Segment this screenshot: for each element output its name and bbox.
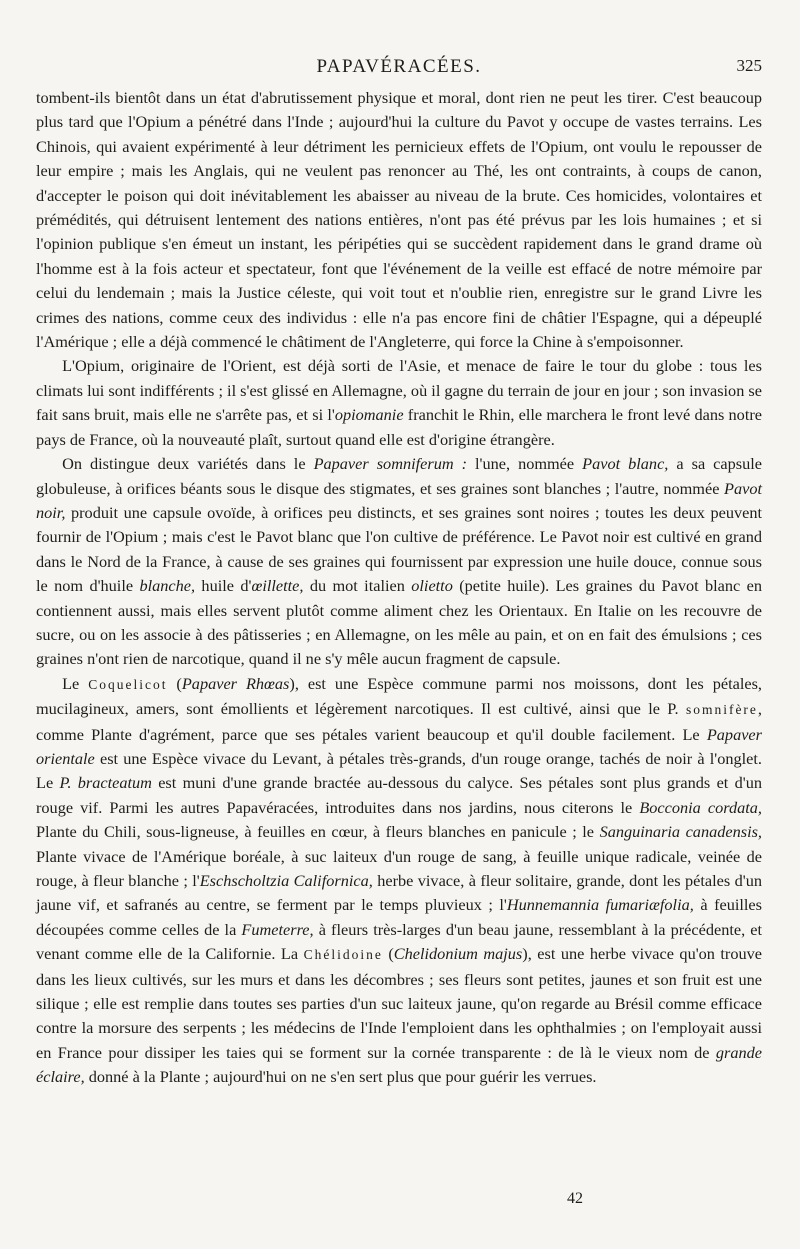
italic-term: Fumeterre, <box>241 919 314 939</box>
paragraph: tombent-ils bientôt dans un état d'abrutissement physique et moral, dont rien ne peut les tirer. C'est beaucoup plus tard que l'Opium a pénétré dans l'Inde ; aujourd'hui la culture du Pavot y occupe de vastes terrains. Les Chinois, qui avaient expérimenté à leur détriment les pernicieux effets de l'Opium, ont voulu le repousser de leur empire ; mais les Anglais, qui ne veulent pas renoncer au Thé, les ont contraints, à coups de canon, d'accepter le poison qui doit inévitablement les abaisser au niveau de la brute. Ces homicides, volontaires et prémédités, qui détruisent lentement des nations entières, n'ont pas été prévus par les lois humaines ; et si l'opinion publique s'en émeut un instant, les péripéties qui se succèdent rapidement dans le grand drame où l'homme est à la fois acteur et spectateur, font que l'événement de la veille est effacé de notre mémoire par celui du lendemain ; mais la Justice céleste, qui voit tout et n'oublie rien, enregistre sur le grand Livre les crimes des nations, comme ceux des individus : elle n'a pas encore fini de châtier l'Espagne, qui a dépeuplé l'Amérique ; elle a déjà commencé le châtiment de l'Angleterre, qui force la Chine à s'empoisonner. <box>36 88 762 352</box>
italic-term: Papaver orientale <box>36 724 762 768</box>
paragraph: On distingue deux variétés dans le Papaver somniferum : l'une, nommée Pavot blanc, a sa capsule globuleuse, à orifices béants sous le disque des stigmates, et ses graines sont blanches ; l'autre, nommée Pavot noir, produit une capsule ovoïde, à orifices peu distincts, et ses graines sont noires ; toutes les deux peuvent fournir de l'Opium ; mais c'est le Pavot blanc que l'on cultive de préférence. Le Pavot noir est cultivé en grand dans le Nord de la France, à cause de ses graines qui fournissent par expression une huile douce, connue sous le nom d'huile blanche, huile d'œillette, du mot italien olietto (petite huile). Les graines du Pavot blanc en contiennent aussi, mais elles servent plutôt comme aliment chez les Orientaux. En Italie on les recouvre de sucre, ou on les associe à des pâtisseries ; en Allemagne, on les mêle au pain, et on en fait des émulsions ; ces graines n'ont rien de narcotique, quand il ne s'y mêle aucun fragment de capsule. <box>36 454 762 669</box>
italic-term: Hunnemannia fumariæfolia, <box>506 895 694 915</box>
italic-term: œillette, <box>251 576 304 596</box>
italic-term: Papaver Rhœas <box>181 673 290 693</box>
paragraph: L'Opium, originaire de l'Orient, est déjà sorti de l'Asie, et menace de faire le tour du globe : tous les climats lui sont indifférents ; il s'est glissé en Allemagne, où il gagne du terrain de jour en jour ; son invasion se fait sans bruit, mais elle ne s'arrête pas, et si l'opiomanie franchit le Rhin, elle marchera le front levé dans notre pays de France, où la nouveauté plaît, surtout quand elle est d'origine étrangère. <box>36 356 762 449</box>
page-number: 325 <box>736 56 762 75</box>
italic-term: grande éclaire, <box>36 1042 762 1087</box>
italic-term: Eschscholtzia Californica, <box>199 871 373 890</box>
small-caps-term: somnifère <box>685 702 758 718</box>
italic-term: Papaver somniferum : <box>313 454 468 474</box>
paragraph: Le Coquelicot (Papaver Rhœas), est une Espèce commune parmi nos moissons, dont les pétales, mucilagineux, amers, sont émollients et légèrement narcotiques. Il est cultivé, ainsi que le P. somnifère, comme Plante d'agrément, parce que ses pétales varient beaucoup et qu'il double facilement. Le Papaver orientale est une Espèce vivace du Levant, à pétales très-grands, d'un rouge orange, tachés de noir à l'onglet. Le P. bracteatum est muni d'une grande bractée au-dessous du calyce. Ses pétales sont plus grands et d'un rouge vif. Parmi les autres Papavéracées, introduites dans nos jardins, nous citerons le Bocconia cordata, Plante du Chili, sous-ligneuse, à feuilles en cœur, à fleurs blanches en panicule ; le Sanguinaria canadensis, Plante vivace de l'Amérique boréale, à suc laiteux d'un rouge de sang, à feuille unique radicale, veinée de rouge, à fleur blanche ; l'Eschscholtzia Californica, herbe vivace, à fleur solitaire, grande, dont les pétales d'un jaune vif, et safranés au centre, se ferment par le temps pluvieux ; l'Hunnemannia fumariæfolia, à feuilles découpées comme celles de la Fumeterre, à fleurs très-larges d'un beau jaune, ressemblant à la précédente, et venant comme elle de la Californie. La Chélidoine (Chelidonium majus), est une herbe vivace qu'on trouve dans les lieux cultivés, sur les murs et dans les décombres ; ses fleurs sont petites, jaunes et son fruit est une silique ; elle est remplie dans toutes ses parties d'un suc laiteux jaune, qu'on regarde au Brésil comme efficace contre la morsure des serpents ; les médecins de l'Inde l'emploient dans les ophthalmies ; on l'employait aussi en France pour dissiper les taies qui se forment sur la cornée transparente : de là le vieux nom de grande éclaire, donné à la Plante ; aujourd'hui on ne s'en sert plus que pour guérir les verrues. <box>36 673 763 1087</box>
italic-term: Bocconia cordata, <box>639 797 763 817</box>
italic-term: olietto <box>411 576 453 596</box>
small-caps-term: Chélidoine <box>303 947 383 963</box>
italic-term: Sanguinaria canadensis, <box>599 822 763 842</box>
italic-term: Chelidonium majus <box>393 944 523 964</box>
body-text <box>36 86 762 1090</box>
running-head <box>36 56 762 82</box>
running-title: PAPAVÉRACÉES. <box>316 56 482 77</box>
italic-term: P. bracteatum <box>59 773 152 793</box>
signature-mark: 42 <box>567 1190 583 1207</box>
italic-term: Pavot blanc, <box>582 454 669 474</box>
italic-term: Pavot noir, <box>36 478 762 522</box>
small-caps-term: Coquelicot <box>88 676 168 692</box>
italic-term: blanche, <box>139 576 196 596</box>
italic-term: opiomanie <box>334 405 404 425</box>
